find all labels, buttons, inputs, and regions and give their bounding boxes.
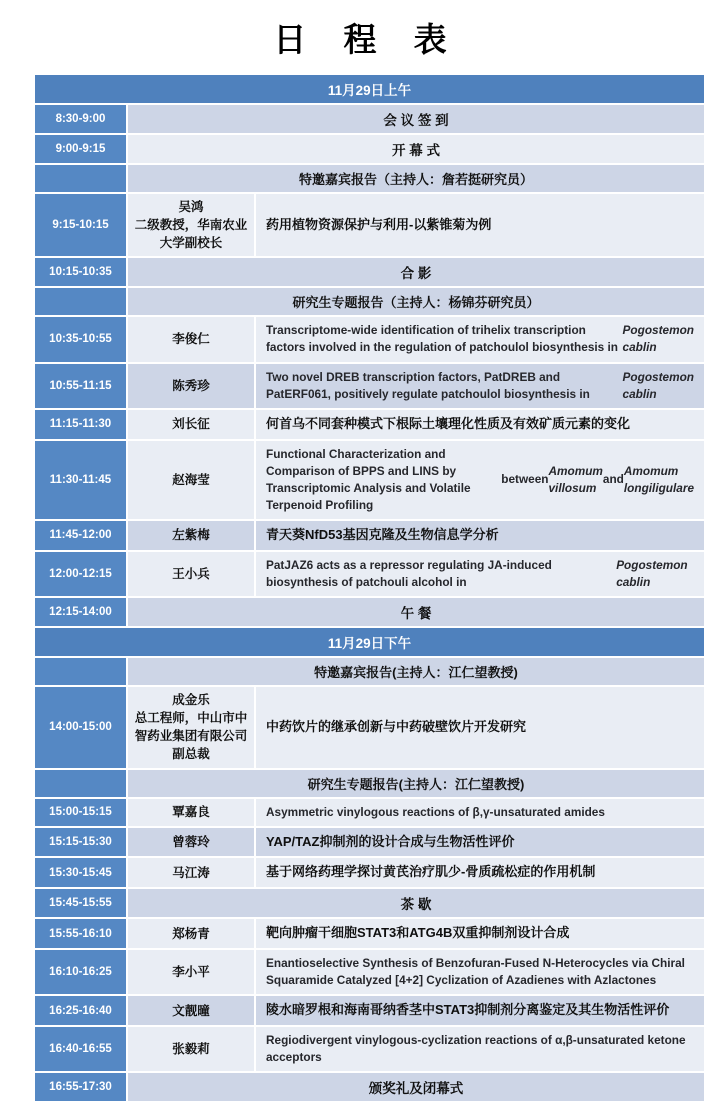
time-cell: 12:00-12:15 <box>35 552 126 596</box>
talk-title-cell: Asymmetric vinylogous reactions of β,γ-unsaturated amides <box>256 799 704 826</box>
time-cell: 10:15-10:35 <box>35 258 126 286</box>
table-row <box>35 1027 704 1071</box>
table-row <box>35 317 704 361</box>
talk-title-cell: 靶向肿瘤干细胞STAT3和ATG4B双重抑制剂设计合成 <box>256 919 704 948</box>
merged-text-cell: 会 议 签 到 <box>128 105 704 133</box>
time-cell: 14:00-15:00 <box>35 687 126 768</box>
speaker-role: 总工程师，中山市中智药业集团有限公司副总裁 <box>134 711 248 762</box>
time-cell: 15:45-15:55 <box>35 889 126 917</box>
day-header-label: 11月29日下午 <box>35 628 704 656</box>
session-subheader-cell: 特邀嘉宾报告（主持人：詹若挺研究员） <box>128 165 704 192</box>
speaker-name: 郑杨青 <box>172 926 210 941</box>
time-cell: 16:55-17:30 <box>35 1073 126 1101</box>
table-row <box>35 889 704 917</box>
table-row <box>35 410 704 439</box>
table-row <box>35 105 704 133</box>
time-cell: 15:30-15:45 <box>35 858 126 887</box>
talk-title-cell: Enantioselective Synthesis of Benzofuran-Fused N-Heterocycles via Chiral Squaramide Catalyzed [4+2] Cyclization of Azadienes with Azlactones <box>256 950 704 994</box>
speaker-name: 张毅莉 <box>172 1042 210 1057</box>
speaker-name: 马江涛 <box>172 865 210 880</box>
speaker-cell <box>128 799 254 826</box>
speaker-name: 李俊仁 <box>172 332 210 347</box>
time-cell: 12:15-14:00 <box>35 598 126 626</box>
talk-title-cell: Transcriptome-wide identification of trihelix transcription factors involved in the regulation of patchoulol biosynthesis in Pogostemon cablin <box>256 317 704 361</box>
table-row <box>35 950 704 994</box>
speaker-cell <box>128 858 254 887</box>
speaker-cell <box>128 441 254 519</box>
table-row <box>35 858 704 887</box>
time-cell <box>35 770 126 797</box>
speaker-cell <box>128 950 254 994</box>
speaker-name: 覃嘉良 <box>172 804 210 819</box>
talk-title-cell: Regiodivergent vinylogous-cyclization reactions of α,β-unsaturated ketone acceptors <box>256 1027 704 1071</box>
table-row <box>35 552 704 596</box>
time-cell: 15:55-16:10 <box>35 919 126 948</box>
speaker-name: 左紫梅 <box>172 528 210 543</box>
table-row <box>35 919 704 948</box>
speaker-role: 二级教授，华南农业大学副校长 <box>134 218 248 251</box>
time-cell: 9:00-9:15 <box>35 135 126 163</box>
time-cell: 10:35-10:55 <box>35 317 126 361</box>
speaker-cell <box>128 996 254 1025</box>
talk-title-cell: 何首乌不同套种模式下根际土壤理化性质及有效矿质元素的变化 <box>256 410 704 439</box>
speaker-cell <box>128 552 254 596</box>
table-row <box>35 288 704 315</box>
table-row <box>35 996 704 1025</box>
talk-title-cell: PatJAZ6 acts as a repressor regulating JA-induced biosynthesis of patchouli alcohol in Pogostemon cablin <box>256 552 704 596</box>
table-row <box>35 364 704 408</box>
table-row <box>35 799 704 826</box>
speaker-cell <box>128 687 254 768</box>
speaker-name: 刘长征 <box>172 417 210 432</box>
speaker-cell <box>128 364 254 408</box>
schedule-table <box>35 75 704 1101</box>
speaker-name: 李小平 <box>172 965 210 980</box>
talk-title-cell: 药用植物资源保护与利用-以紫锥菊为例 <box>256 194 704 256</box>
speaker-cell <box>128 410 254 439</box>
time-cell: 11:30-11:45 <box>35 441 126 519</box>
time-cell <box>35 165 126 192</box>
speaker-name: 曾蓉玲 <box>172 834 210 849</box>
table-row <box>35 828 704 857</box>
table-row <box>35 687 704 768</box>
time-cell: 8:30-9:00 <box>35 105 126 133</box>
table-row <box>35 658 704 685</box>
time-cell <box>35 658 126 685</box>
table-row <box>35 258 704 286</box>
table-row <box>35 598 704 626</box>
merged-text-cell: 午 餐 <box>128 598 704 626</box>
page-title: 日 程 表 <box>273 21 461 58</box>
speaker-cell <box>128 521 254 550</box>
time-cell: 16:10-16:25 <box>35 950 126 994</box>
speaker-cell <box>128 919 254 948</box>
merged-text-cell: 颁奖礼及闭幕式 <box>128 1073 704 1101</box>
table-row <box>35 770 704 797</box>
time-cell: 9:15-10:15 <box>35 194 126 256</box>
talk-title-cell: 基于网络药理学探讨黄芪治疗肌少-骨质疏松症的作用机制 <box>256 858 704 887</box>
speaker-name: 赵海莹 <box>172 472 210 487</box>
table-row <box>35 521 704 550</box>
day-header-row <box>35 628 704 656</box>
speaker-name: 陈秀珍 <box>172 378 210 393</box>
speaker-name: 王小兵 <box>172 566 210 581</box>
time-cell: 16:40-16:55 <box>35 1027 126 1071</box>
talk-title-cell: 陵水暗罗根和海南哥纳香茎中STAT3抑制剂分离鉴定及其生物活性评价 <box>256 996 704 1025</box>
table-row <box>35 165 704 192</box>
speaker-name: 文靓曈 <box>172 1003 210 1018</box>
session-subheader-cell: 研究生专题报告（主持人：杨锦芬研究员） <box>128 288 704 315</box>
table-row <box>35 194 704 256</box>
talk-title-cell: Two novel DREB transcription factors, PatDREB and PatERF061, positively regulate patchoulol biosynthesis in Pogostemon cablin <box>256 364 704 408</box>
speaker-cell <box>128 194 254 256</box>
merged-text-cell: 开 幕 式 <box>128 135 704 163</box>
time-cell: 15:15-15:30 <box>35 828 126 857</box>
time-cell <box>35 288 126 315</box>
talk-title-cell: Functional Characterization and Comparison of BPPS and LINS by Transcriptomic Analysis and Volatile Terpenoid Profiling between Amomum villosum and Amomum longiligulare <box>256 441 704 519</box>
talk-title-cell: YAP/TAZ抑制剂的设计合成与生物活性评价 <box>256 828 704 857</box>
time-cell: 10:55-11:15 <box>35 364 126 408</box>
time-cell: 11:15-11:30 <box>35 410 126 439</box>
session-subheader-cell: 特邀嘉宾报告(主持人：江仁望教授) <box>128 658 704 685</box>
merged-text-cell: 合 影 <box>128 258 704 286</box>
speaker-cell <box>128 317 254 361</box>
table-row <box>35 135 704 163</box>
talk-title-cell: 青天葵NfD53基因克隆及生物信息学分析 <box>256 521 704 550</box>
session-subheader-cell: 研究生专题报告(主持人：江仁望教授) <box>128 770 704 797</box>
speaker-name: 吴鸿 <box>178 200 204 214</box>
talk-title-cell: 中药饮片的继承创新与中药破壁饮片开发研究 <box>256 687 704 768</box>
speaker-cell <box>128 828 254 857</box>
speaker-name: 成金乐 <box>172 693 210 707</box>
time-cell: 15:00-15:15 <box>35 799 126 826</box>
day-header-row <box>35 75 704 103</box>
table-row <box>35 1073 704 1101</box>
time-cell: 11:45-12:00 <box>35 521 126 550</box>
day-header-label: 11月29日上午 <box>35 75 704 103</box>
time-cell: 16:25-16:40 <box>35 996 126 1025</box>
table-row <box>35 441 704 519</box>
speaker-cell <box>128 1027 254 1071</box>
merged-text-cell: 茶 歇 <box>128 889 704 917</box>
